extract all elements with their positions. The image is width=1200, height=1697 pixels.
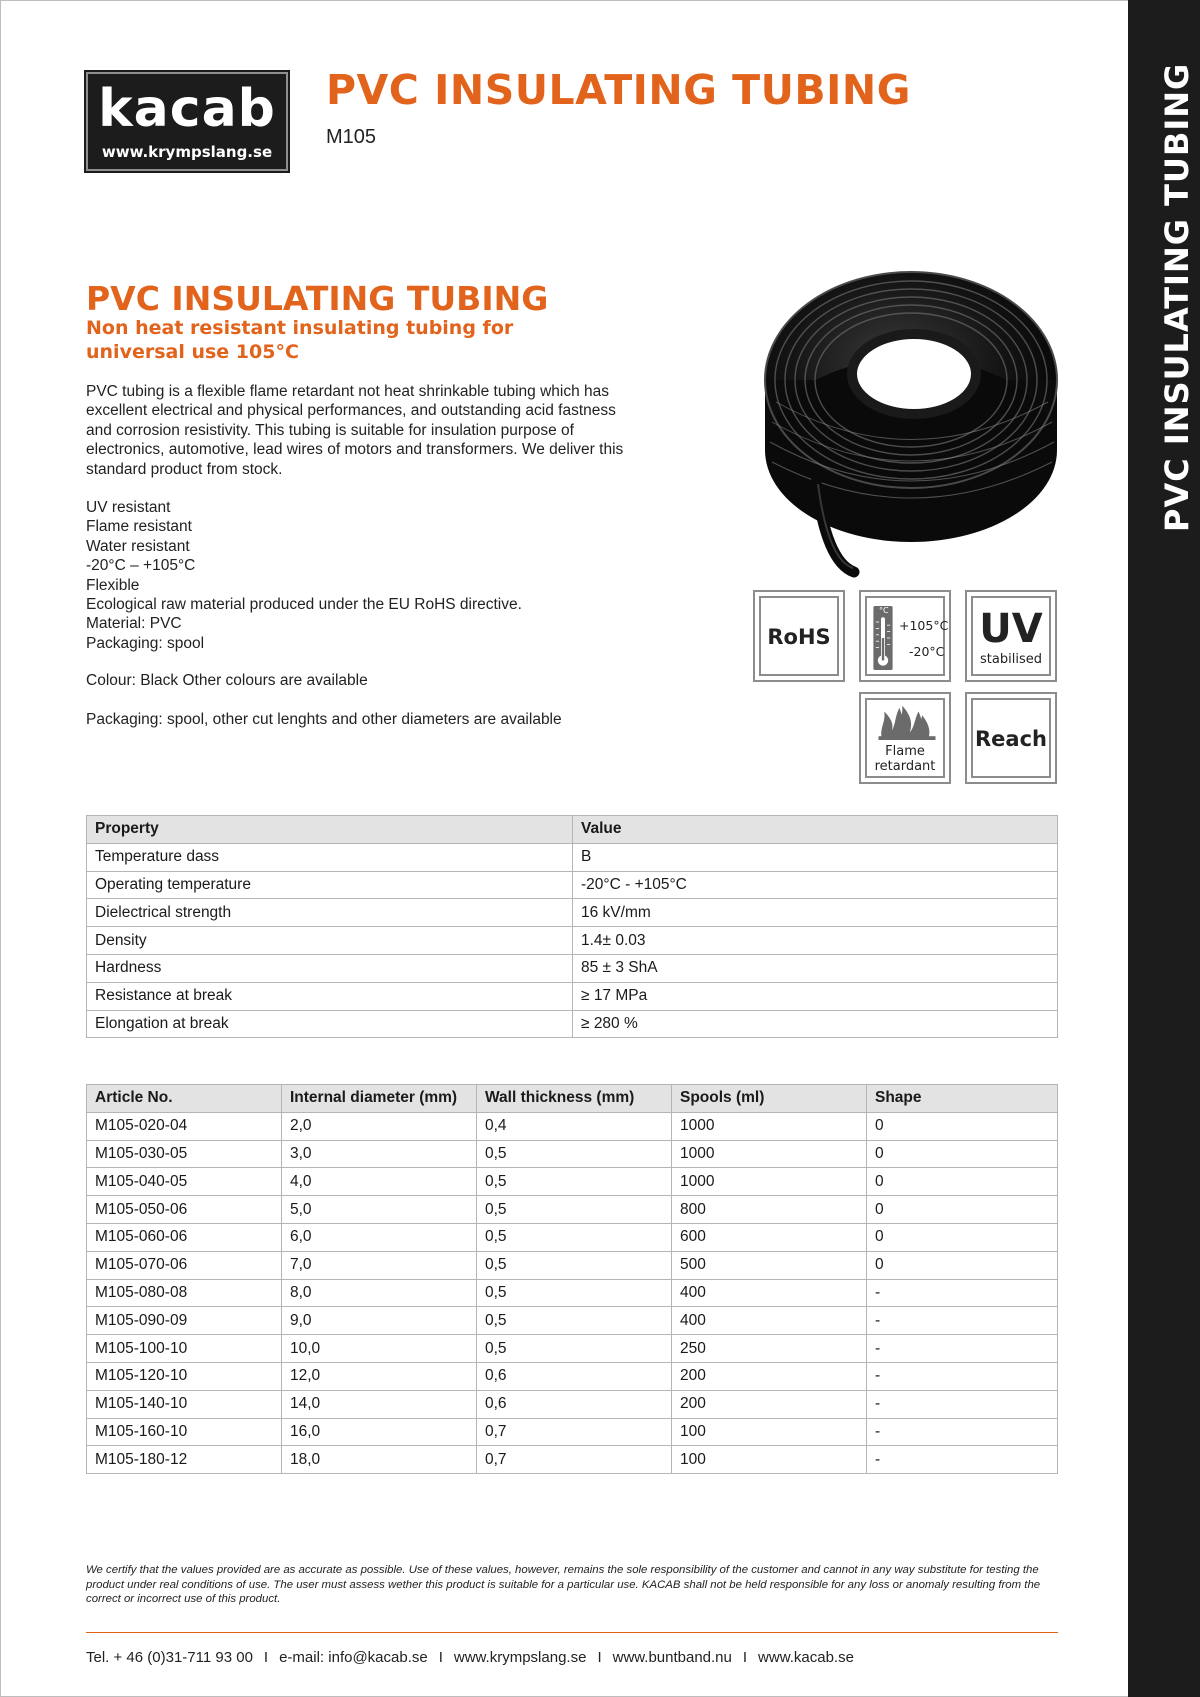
table-row	[87, 1390, 1058, 1418]
internal-diameter: 6,0	[282, 1223, 477, 1251]
article-number: M105-070-06	[87, 1251, 282, 1279]
table-row	[87, 1140, 1058, 1168]
table-row	[87, 954, 1058, 982]
table-row	[87, 1279, 1058, 1307]
property-name: Temperature dass	[87, 843, 573, 871]
feature-item: Flexible	[86, 576, 140, 594]
packaging-info: Packaging: spool, other cut lenghts and other diameters are available	[86, 711, 562, 728]
footer-separator: I	[263, 1649, 269, 1666]
wall-thickness: 0,7	[477, 1418, 672, 1446]
shape: -	[867, 1362, 1058, 1390]
property-name: Resistance at break	[87, 982, 573, 1010]
logo-word: kacab	[98, 79, 276, 139]
property-value: 1.4± 0.03	[573, 927, 1058, 955]
internal-diameter: 2,0	[282, 1112, 477, 1140]
table-row	[87, 1010, 1058, 1038]
properties-table	[86, 815, 1058, 1038]
table-row	[87, 982, 1058, 1010]
header-title: PVC INSULATING TUBING	[326, 66, 911, 114]
table-row	[87, 1168, 1058, 1196]
shape: 0	[867, 1168, 1058, 1196]
column-header: Value	[573, 816, 1058, 844]
article-number: M105-030-05	[87, 1140, 282, 1168]
property-name: Hardness	[87, 954, 573, 982]
article-number: M105-080-08	[87, 1279, 282, 1307]
flame-label-line1: Flame	[885, 744, 925, 759]
temp-low-label: -20°C	[909, 644, 945, 659]
product-description: PVC tubing is a flexible flame retardant not heat shrinkable tubing which has excellent electrical and physical performances, and outstanding acid fastness and corrosion resistivity. This tubing is suitable for insulation purpose of electronics, automotive, lead wires of motors and transformers. We deliver this standard product from stock.	[86, 383, 624, 478]
table-row	[87, 1307, 1058, 1335]
footer-separator: I	[597, 1649, 602, 1666]
spool-length: 200	[672, 1362, 867, 1390]
feature-list	[86, 498, 686, 653]
footer-contact	[86, 1649, 854, 1666]
uv-badge	[965, 590, 1057, 682]
reach-label: Reach	[975, 727, 1047, 751]
table-row	[87, 871, 1058, 899]
article-number: M105-180-12	[87, 1446, 282, 1474]
footer-link-buntband[interactable]: www.buntband.nu	[612, 1649, 732, 1666]
feature-item: Material: PVC	[86, 615, 182, 633]
reach-badge	[965, 692, 1057, 784]
article-number: M105-050-06	[87, 1196, 282, 1224]
article-number: M105-040-05	[87, 1168, 282, 1196]
spool-length: 500	[672, 1251, 867, 1279]
shape: 0	[867, 1112, 1058, 1140]
article-number: M105-100-10	[87, 1335, 282, 1363]
flame-label-line2: retardant	[874, 759, 936, 774]
article-number: M105-020-04	[87, 1112, 282, 1140]
shape: -	[867, 1418, 1058, 1446]
column-header: Internal diameter (mm)	[282, 1085, 477, 1113]
article-number: M105-120-10	[87, 1362, 282, 1390]
rohs-label: RoHS	[767, 625, 831, 649]
spool-length: 1000	[672, 1168, 867, 1196]
feature-item: -20°C – +105°C	[86, 557, 196, 575]
internal-diameter: 4,0	[282, 1168, 477, 1196]
article-number: M105-060-06	[87, 1223, 282, 1251]
tubing-spool-image	[756, 262, 1076, 582]
feature-item: UV resistant	[86, 499, 171, 516]
flame-icon	[877, 702, 937, 740]
property-name: Elongation at break	[87, 1010, 573, 1038]
footer-phone: Tel. + 46 (0)31-711 93 00	[86, 1649, 253, 1666]
property-value: ≥ 17 MPa	[573, 982, 1058, 1010]
shape: -	[867, 1390, 1058, 1418]
table-row	[87, 1446, 1058, 1474]
uv-sublabel: stabilised	[980, 652, 1042, 667]
shape: 0	[867, 1140, 1058, 1168]
footer-separator: I	[438, 1649, 443, 1666]
wall-thickness: 0,6	[477, 1390, 672, 1418]
article-number: M105-160-10	[87, 1418, 282, 1446]
property-value: -20°C - +105°C	[573, 871, 1058, 899]
table-row	[87, 1112, 1058, 1140]
table-row	[87, 1196, 1058, 1224]
side-title: PVC INSULATING TUBING	[1158, 62, 1196, 532]
spool-length: 100	[672, 1418, 867, 1446]
table-row	[87, 899, 1058, 927]
spool-length: 400	[672, 1307, 867, 1335]
wall-thickness: 0,5	[477, 1140, 672, 1168]
table-row	[87, 1223, 1058, 1251]
property-value: 16 kV/mm	[573, 899, 1058, 927]
feature-item: Flame resistant	[86, 518, 192, 536]
spool-length: 1000	[672, 1140, 867, 1168]
column-header: Shape	[867, 1085, 1058, 1113]
internal-diameter: 7,0	[282, 1251, 477, 1279]
spool-length: 200	[672, 1390, 867, 1418]
shape: -	[867, 1335, 1058, 1363]
table-header-row	[87, 816, 1058, 844]
product-code: M105	[326, 126, 377, 148]
column-header: Article No.	[87, 1085, 282, 1113]
internal-diameter: 12,0	[282, 1362, 477, 1390]
property-name: Dielectrical strength	[87, 899, 573, 927]
property-value: 85 ± 3 ShA	[573, 954, 1058, 982]
articles-table	[86, 1084, 1058, 1474]
shape: 0	[867, 1196, 1058, 1224]
wall-thickness: 0,4	[477, 1112, 672, 1140]
temperature-badge	[859, 590, 951, 682]
flame-retardant-badge	[859, 692, 951, 784]
table-row	[87, 1335, 1058, 1363]
wall-thickness: 0,5	[477, 1223, 672, 1251]
footer-link-kacab[interactable]: www.kacab.se	[758, 1649, 854, 1666]
shape: -	[867, 1307, 1058, 1335]
internal-diameter: 14,0	[282, 1390, 477, 1418]
property-name: Operating temperature	[87, 871, 573, 899]
colour-info: Colour: Black Other colours are available	[86, 672, 368, 689]
spool-length: 250	[672, 1335, 867, 1363]
spool-length: 1000	[672, 1112, 867, 1140]
article-number: M105-090-09	[87, 1307, 282, 1335]
internal-diameter: 10,0	[282, 1335, 477, 1363]
property-value: B	[573, 843, 1058, 871]
thermometer-unit: °C	[879, 606, 889, 615]
spool-length: 100	[672, 1446, 867, 1474]
column-header: Spools (ml)	[672, 1085, 867, 1113]
wall-thickness: 0,5	[477, 1279, 672, 1307]
internal-diameter: 16,0	[282, 1418, 477, 1446]
kacab-logo	[86, 72, 288, 171]
article-number: M105-140-10	[87, 1390, 282, 1418]
table-row	[87, 927, 1058, 955]
table-row	[87, 1362, 1058, 1390]
articles-body	[87, 1112, 1058, 1473]
wall-thickness: 0,5	[477, 1335, 672, 1363]
internal-diameter: 3,0	[282, 1140, 477, 1168]
wall-thickness: 0,7	[477, 1446, 672, 1474]
section-subtitle: Non heat resistant insulating tubing for universal use 105°C	[86, 317, 514, 363]
shape: 0	[867, 1251, 1058, 1279]
spool-length: 600	[672, 1223, 867, 1251]
rohs-badge	[753, 590, 845, 682]
internal-diameter: 18,0	[282, 1446, 477, 1474]
shape: -	[867, 1446, 1058, 1474]
footer-separator: I	[742, 1649, 748, 1666]
property-value: ≥ 280 %	[573, 1010, 1058, 1038]
table-row	[87, 843, 1058, 871]
column-header: Property	[87, 816, 573, 844]
shape: 0	[867, 1223, 1058, 1251]
column-header: Wall thickness (mm)	[477, 1085, 672, 1113]
temp-high-label: +105°C	[899, 618, 949, 633]
wall-thickness: 0,5	[477, 1251, 672, 1279]
table-row	[87, 1251, 1058, 1279]
wall-thickness: 0,5	[477, 1307, 672, 1335]
logo-url: www.krympslang.se	[101, 143, 273, 161]
uv-label: UV	[979, 606, 1043, 652]
section-title: PVC INSULATING TUBING	[86, 279, 549, 318]
internal-diameter: 8,0	[282, 1279, 477, 1307]
feature-item: Water resistant	[86, 537, 190, 555]
internal-diameter: 5,0	[282, 1196, 477, 1224]
footer-divider	[86, 1632, 1058, 1633]
wall-thickness: 0,5	[477, 1196, 672, 1224]
disclaimer: We certify that the values provided are as accurate as possible. Use of these values, however, remains the sole responsibility of the customer and cannot in any way substitute for testing the product under real conditions of use. The user must assess wether this product is suitable for a particular use. KACAB shall not be held responsible for any loss or anomaly resulting from the correct or incorrect use of this product.	[86, 1564, 1041, 1606]
property-name: Density	[87, 927, 573, 955]
feature-item: Ecological raw material produced under the EU RoHS directive.	[86, 596, 522, 614]
table-header-row	[87, 1085, 1058, 1113]
footer-link-krympslang[interactable]: www.krympslang.se	[453, 1649, 587, 1666]
wall-thickness: 0,6	[477, 1362, 672, 1390]
spool-length: 400	[672, 1279, 867, 1307]
spool-length: 800	[672, 1196, 867, 1224]
feature-item: Packaging: spool	[86, 634, 205, 652]
internal-diameter: 9,0	[282, 1307, 477, 1335]
shape: -	[867, 1279, 1058, 1307]
table-row	[87, 1418, 1058, 1446]
wall-thickness: 0,5	[477, 1168, 672, 1196]
footer-email-link[interactable]: e-mail: info@kacab.se	[279, 1649, 428, 1666]
